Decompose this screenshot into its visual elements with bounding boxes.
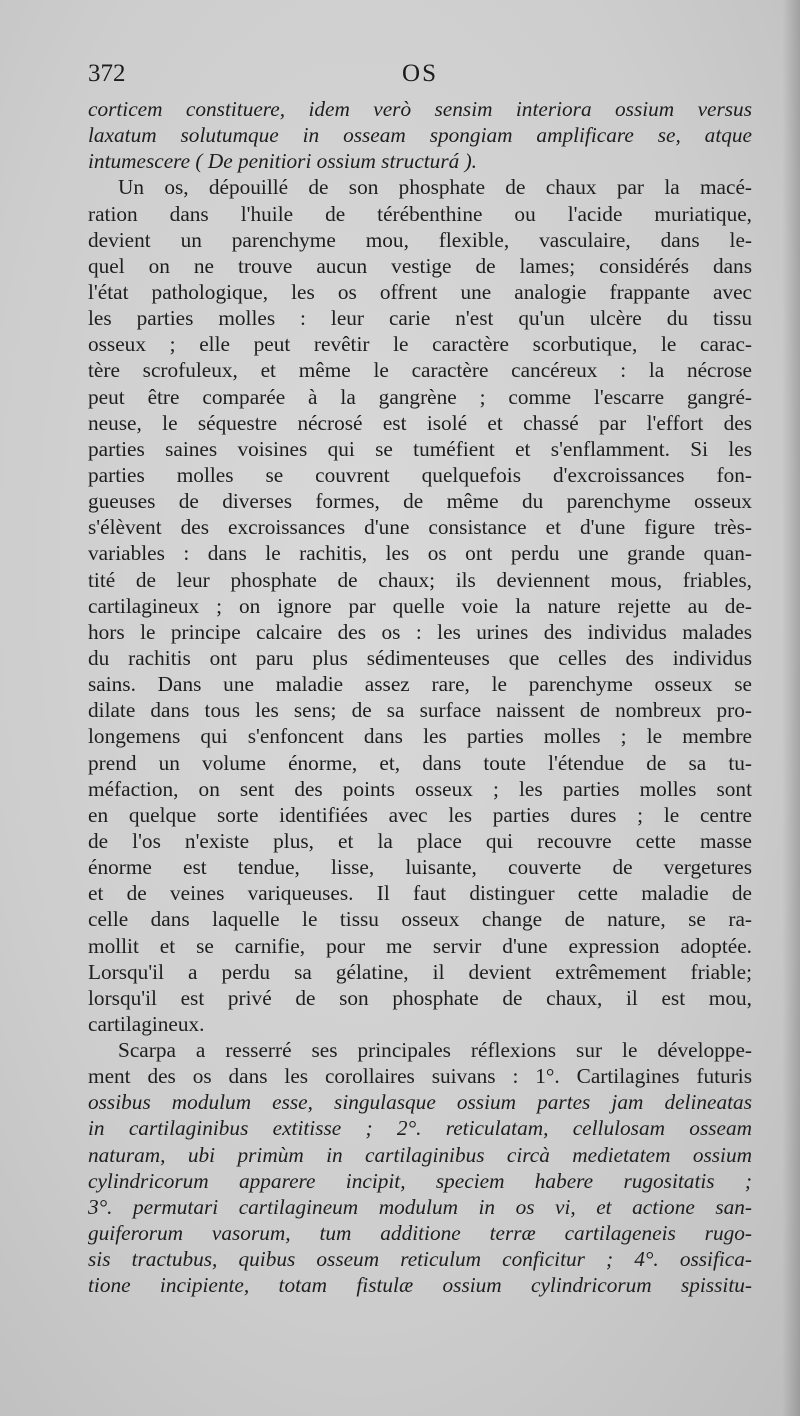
page-header — [88, 58, 752, 94]
text-line: in cartilaginibus extitisse ; 2°. reticulatam, cellulosam osseam — [88, 1116, 752, 1141]
text-line: en quelque sorte identifiées avec les parties dures ; le centre — [88, 802, 752, 827]
text-line: s'élèvent des excroissances d'une consistance et d'une figure très- — [88, 515, 752, 540]
text-line: mollit et se carnifie, pour me servir d'une expression adoptée. — [88, 933, 752, 958]
text-line: l'état pathologique, les os offrent une analogie frappante avec — [88, 279, 752, 304]
text-line: osseux ; elle peut revêtir le caractère scorbutique, le carac- — [88, 332, 752, 357]
text-line: variables : dans le rachitis, les os ont perdu une grande quan- — [88, 541, 752, 566]
text-line: et de veines variqueuses. Il faut distinguer cette maladie de — [88, 881, 752, 906]
text-line: cartilagineux. — [88, 1011, 205, 1036]
text-line: tité de leur phosphate de chaux; ils deviennent mous, friables, — [88, 567, 752, 592]
text-line: dilate dans tous les sens; de sa surface naissent de nombreux pro- — [88, 698, 752, 723]
running-head: OS — [402, 60, 438, 87]
text-line: ment des os dans les corollaires suivans : 1°. Cartilagines futuris — [88, 1064, 752, 1089]
text-line: tione incipiente, totam fistulæ ossium cylindricorum spissitu- — [88, 1273, 752, 1298]
text-line: intumescere ( De penitiori ossium structurá ). — [88, 149, 478, 174]
text-line: 3°. permutari cartilagineum modulum in os vi, et actione san- — [88, 1194, 752, 1219]
text-line: sains. Dans une maladie assez rare, le parenchyme osseux se — [88, 672, 752, 697]
text-line: Scarpa a resserré ses principales réflexions sur le développe- — [118, 1038, 752, 1063]
text-line: cartilagineux ; on ignore par quelle voie la nature rejette au de- — [88, 593, 752, 618]
text-line: celle dans laquelle le tissu osseux change de nature, se ra- — [88, 907, 752, 932]
text-line: naturam, ubi primùm in cartilaginibus circà medietatem ossium — [88, 1142, 752, 1167]
page-number: 372 — [88, 60, 126, 87]
text-line: devient un parenchyme mou, flexible, vasculaire, dans le- — [88, 227, 752, 252]
text-line: énorme est tendue, lisse, luisante, couverte de vergetures — [88, 855, 752, 880]
text-line: Lorsqu'il a perdu sa gélatine, il devient extrêmement friable; — [88, 959, 752, 984]
text-line: parties molles se couvrent quelquefois d'excroissances fon- — [88, 462, 752, 487]
text-line: sis tractubus, quibus osseum reticulum conficitur ; 4°. ossifica- — [88, 1247, 752, 1272]
text-line: quel on ne trouve aucun vestige de lames; considérés dans — [88, 253, 752, 278]
text-line: de l'os n'existe plus, et la place qui recouvre cette masse — [88, 828, 752, 853]
text-line: corticem constituere, idem verò sensim interiora ossium versus — [88, 97, 752, 121]
text-line: lorsqu'il est privé de son phosphate de chaux, il est mou, — [88, 985, 752, 1010]
text-line: laxatum solutumque in osseam spongiam amplificare se, atque — [88, 123, 752, 148]
text-line: cylindricorum apparere incipit, speciem habere rugositatis ; — [88, 1168, 752, 1193]
text-line: parties saines voisines qui se tuméfient et s'enflamment. Si les — [88, 436, 752, 461]
text-line: longemens qui s'enfoncent dans les parties molles ; le membre — [88, 724, 752, 749]
text-line: tère scrofuleux, et même le caractère cancéreux : la nécrose — [88, 358, 752, 383]
text-line: guiferorum vasorum, tum additione terræ cartilageneis rugo- — [88, 1221, 752, 1246]
text-line: peut être comparée à la gangrène ; comme l'escarre gangré- — [88, 384, 752, 409]
text-line: hors le principe calcaire des os : les urines des individus malades — [88, 619, 752, 644]
page-gutter-shadow — [782, 0, 800, 1416]
text-line: prend un volume énorme, et, dans toute l'étendue de sa tu- — [88, 750, 752, 775]
text-line: les parties molles : leur carie n'est qu'un ulcère du tissu — [88, 306, 752, 331]
text-line: ration dans l'huile de térébenthine ou l'acide muriatique, — [88, 201, 752, 226]
text-line: ossibus modulum esse, singulasque ossium partes jam delineatas — [88, 1090, 752, 1115]
text-line: Un os, dépouillé de son phosphate de chaux par la macé- — [118, 175, 752, 200]
text-line: neuse, le séquestre nécrosé est isolé et chassé par l'effort des — [88, 410, 752, 435]
text-line: méfaction, on sent des points osseux ; les parties molles sont — [88, 776, 752, 801]
body-text — [88, 96, 752, 1298]
text-line: gueuses de diverses formes, de même du parenchyme osseux — [88, 489, 752, 514]
text-line: du rachitis ont paru plus sédimenteuses que celles des individus — [88, 645, 752, 670]
